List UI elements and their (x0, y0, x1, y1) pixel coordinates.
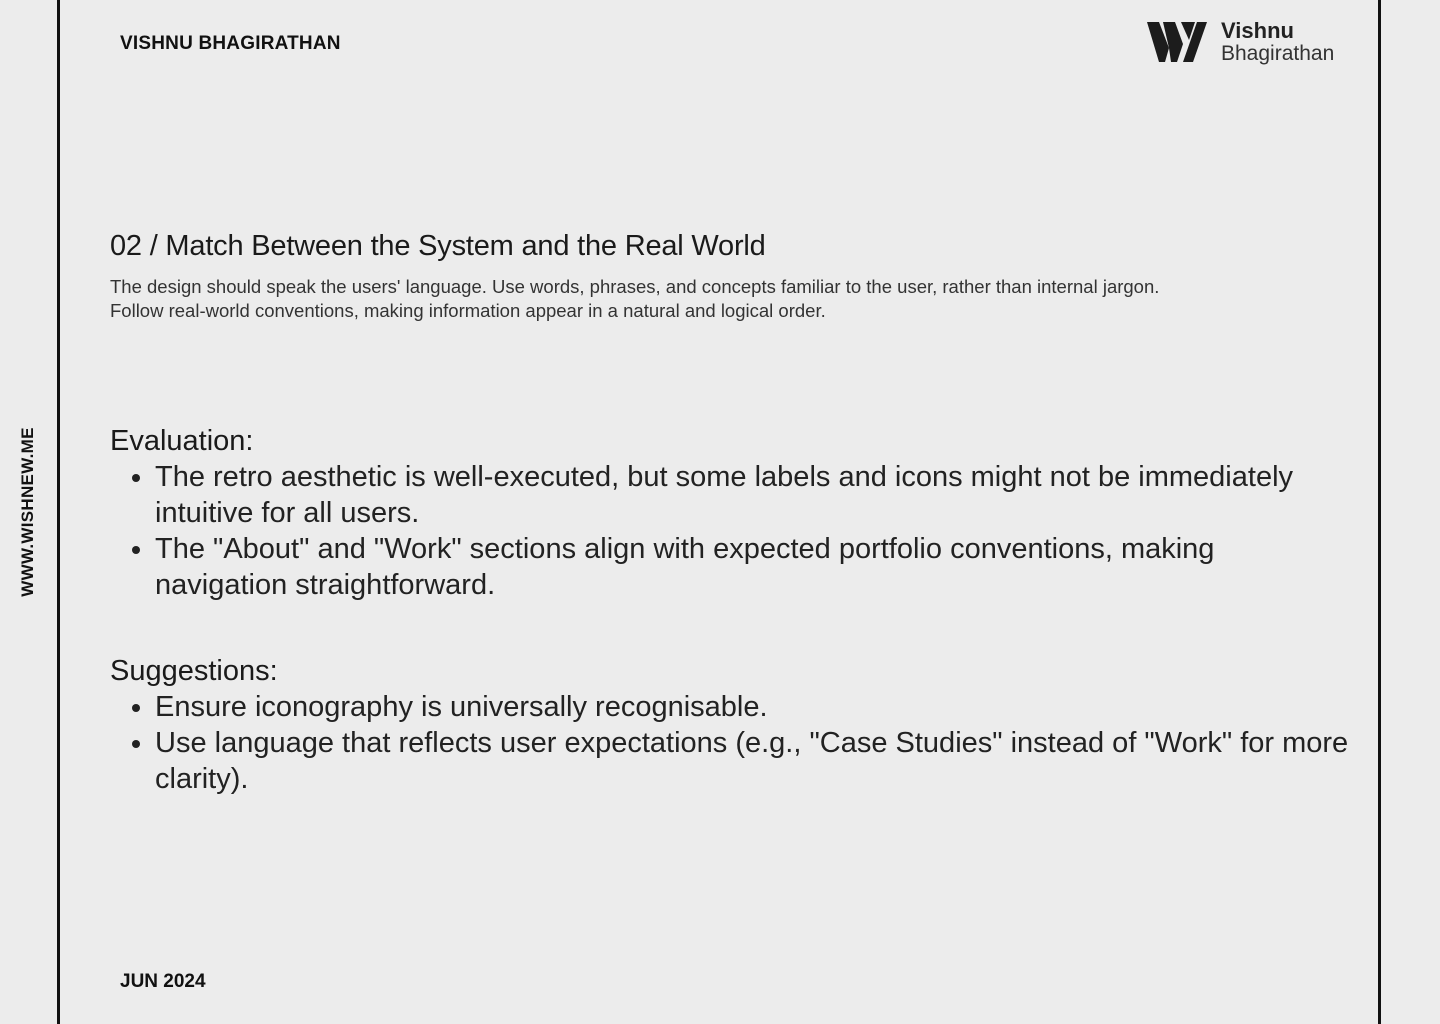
section-title: 02 / Match Between the System and the Real World (110, 230, 766, 262)
header-author-name: VISHNU BHAGIRATHAN (120, 33, 341, 54)
suggestions-heading: Suggestions: (110, 655, 278, 687)
footer-date: JUN 2024 (120, 971, 206, 992)
logo-mark-icon (1145, 18, 1209, 66)
suggestion-item: • Ensure iconography is universally recognisable. (155, 689, 1350, 725)
suggestions-section (110, 653, 1350, 797)
side-url-text: WWW.WISHNEW.ME (18, 427, 37, 597)
suggestion-item: • Use language that reflects user expectations (e.g., "Case Studies" instead of "Work" for more clarity). (155, 725, 1350, 797)
right-border-line (1378, 0, 1381, 1024)
evaluation-item: • The retro aesthetic is well-executed, but some labels and icons might not be immediately intuitive for all users. (155, 459, 1350, 531)
brand-logo (1145, 18, 1334, 66)
evaluation-item: • The "About" and "Work" sections align with expected portfolio conventions, making navigation straightforward. (155, 531, 1350, 603)
section-description: The design should speak the users' language. Use words, phrases, and concepts familiar to the user, rather than internal jargon. Follow real-world conventions, making information appear in a natural and logical order. (110, 276, 1160, 321)
evaluation-heading: Evaluation: (110, 425, 254, 457)
suggestions-list (110, 689, 1350, 797)
evaluation-section (110, 423, 1350, 603)
left-border-line (57, 0, 60, 1024)
evaluation-list (110, 459, 1350, 603)
logo-first-name: Vishnu (1221, 18, 1294, 44)
logo-last-name: Bhagirathan (1221, 41, 1335, 65)
